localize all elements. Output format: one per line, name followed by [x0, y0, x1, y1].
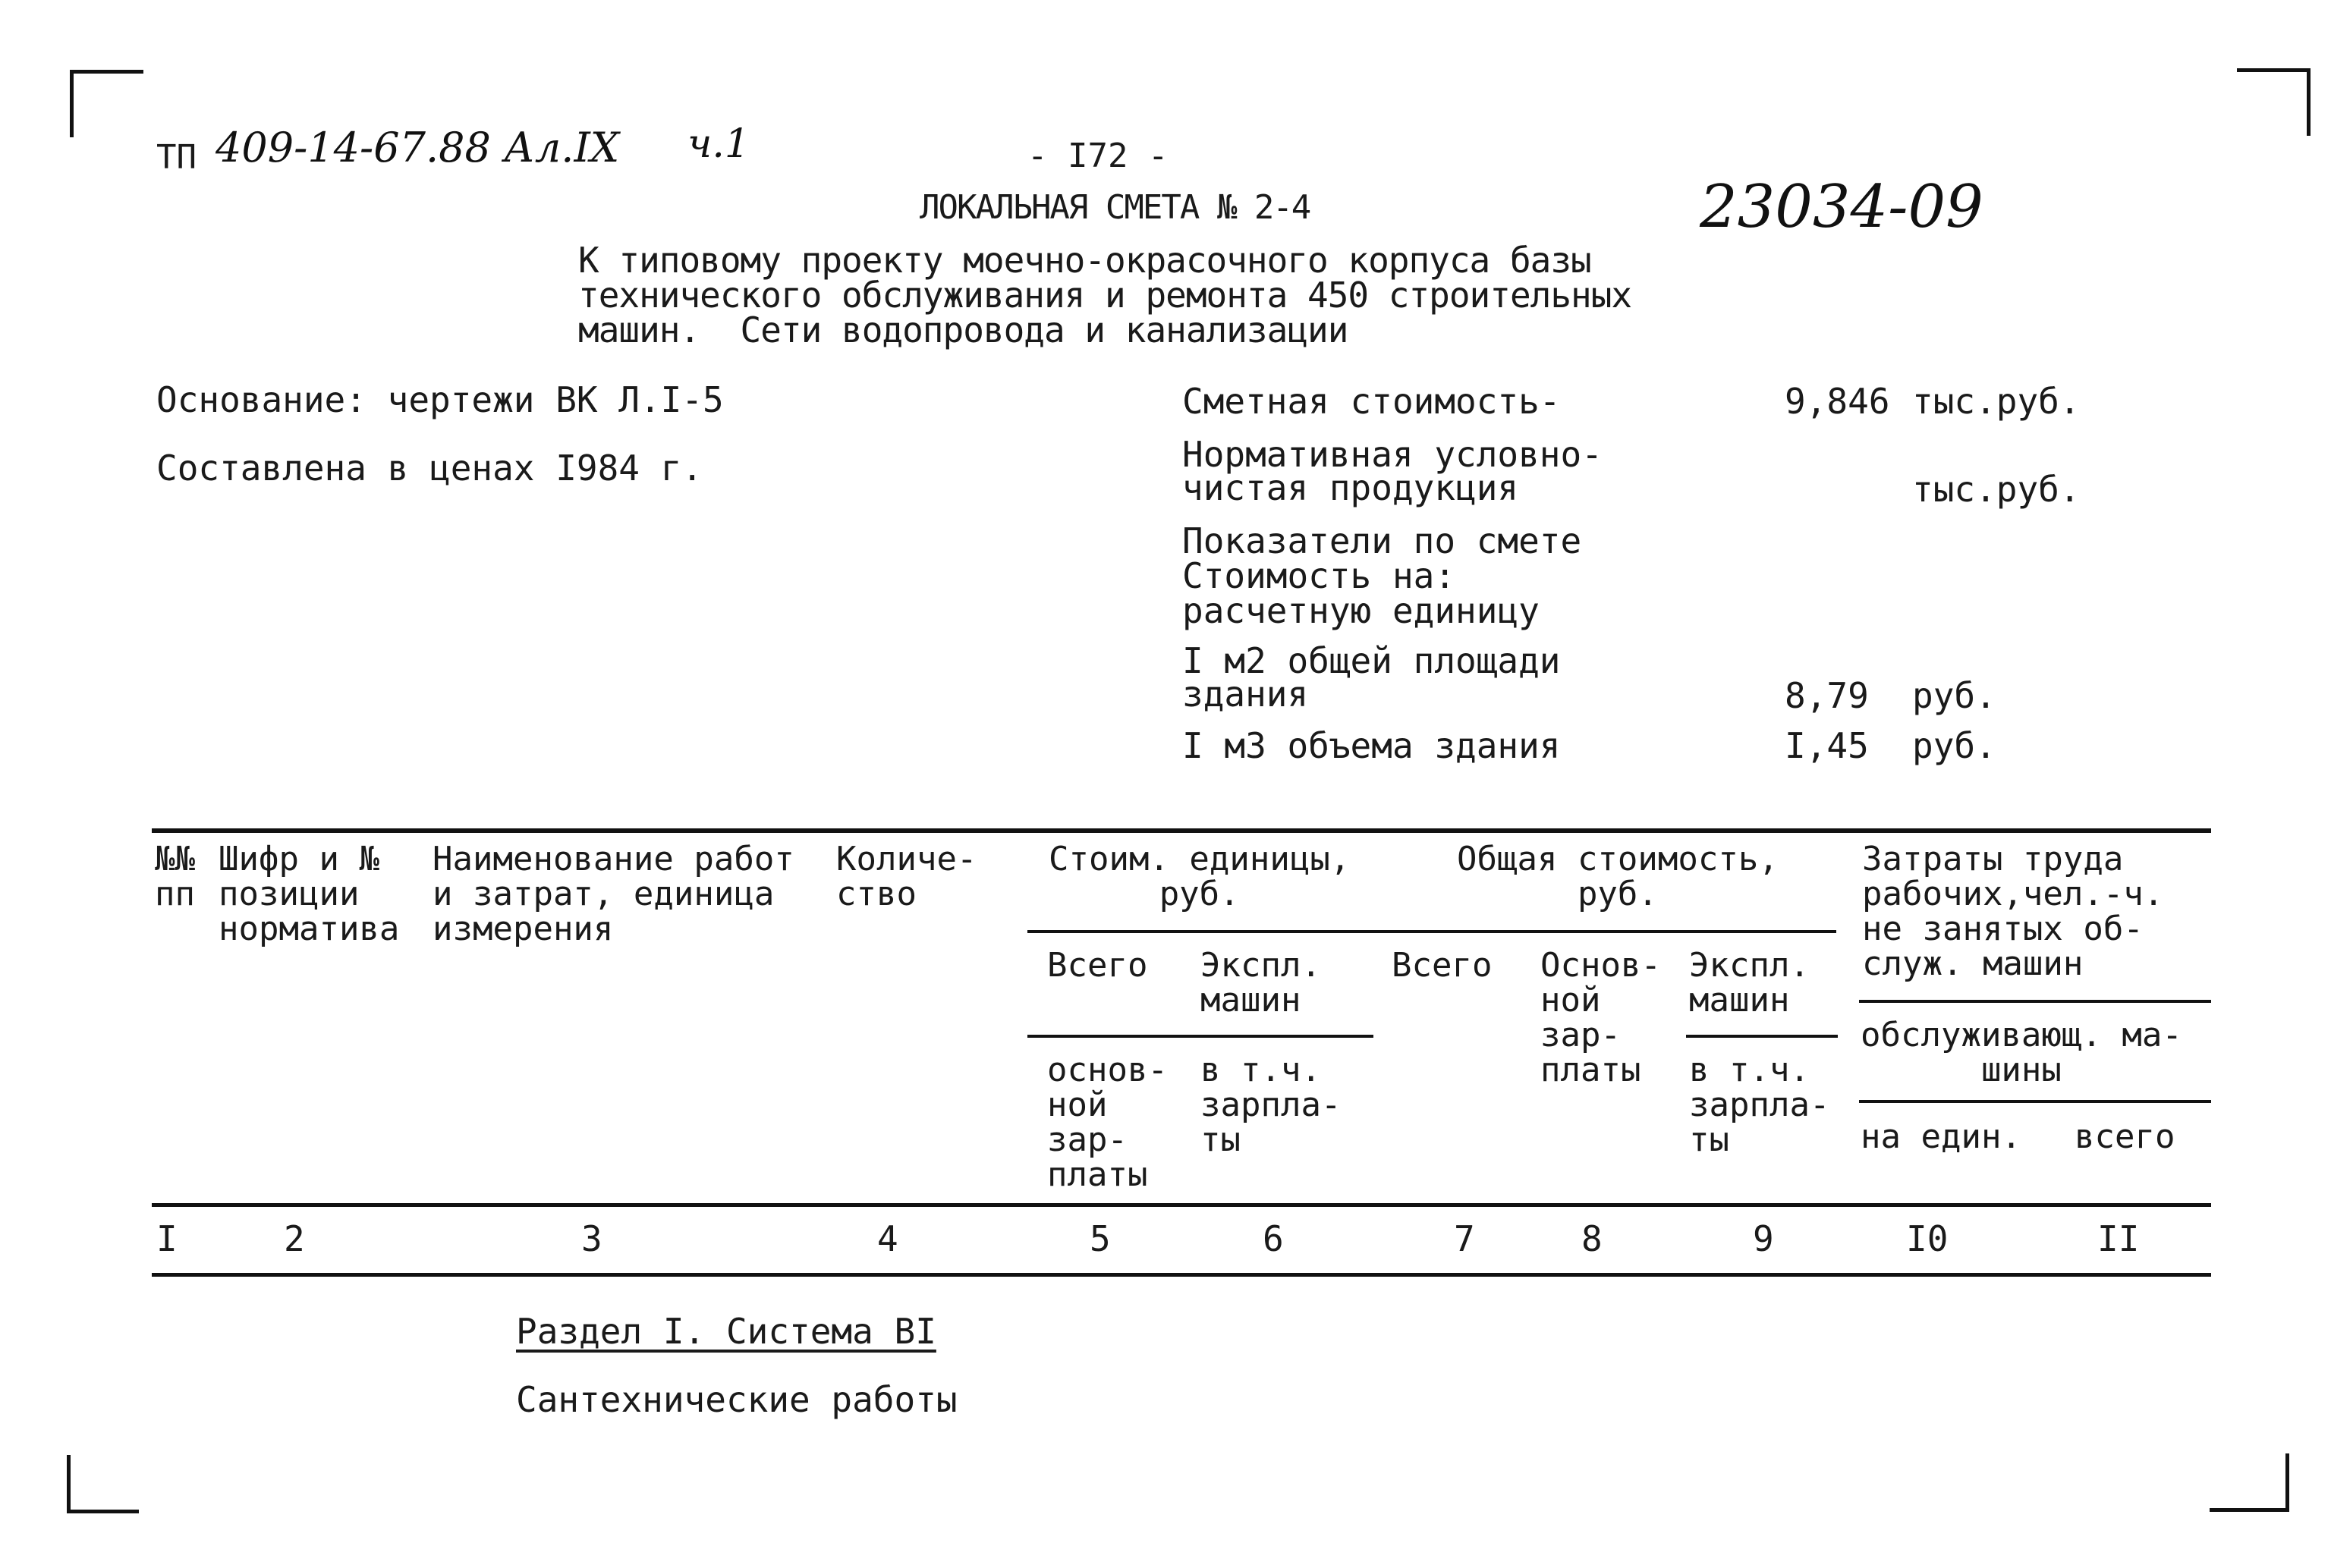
labor-total-header: всего: [2075, 1117, 2175, 1156]
labor-service-machines-header: обслуживающ. ма- шины: [1861, 1016, 2182, 1089]
prices-text: Составлена в ценах I984 г.: [156, 448, 703, 489]
corner-mark-bottom-left: [67, 1455, 139, 1513]
column-number-9: 9: [1753, 1218, 1774, 1259]
column-number-10: I0: [1906, 1218, 1949, 1259]
column-number-3: 3: [581, 1218, 602, 1259]
document-title: ЛОКАЛЬНАЯ СМЕТА № 2-4: [920, 188, 1310, 227]
unit-cost-machines-header: Экспл. машин: [1200, 946, 1321, 1020]
unit-cost-sub-rule: [1027, 1035, 1373, 1038]
column-number-1: I: [156, 1218, 178, 1259]
indicators-label-3: расчетную единицу: [1182, 590, 1540, 631]
unit-cost-header: Стоим. единицы, руб.: [1049, 840, 1351, 913]
area-indicator-unit: руб.: [1912, 675, 1996, 716]
inventory-stamp: 23034-09: [1700, 173, 1983, 241]
volume-indicator-label: I м3 объема здания: [1182, 725, 1561, 766]
indicators-label-2: Стоимость на:: [1182, 555, 1456, 596]
page-number: - I72 -: [1027, 137, 1169, 175]
col-number-header: №№ пп: [155, 840, 195, 913]
tp-part: ч.1: [687, 121, 750, 167]
unit-cost-rule: [1027, 930, 1376, 933]
unit-cost-base-wage-header: основ- ной зар- платы: [1047, 1051, 1168, 1194]
total-cost-incl-wage-header: в т.ч. зарпла- ты: [1689, 1051, 1830, 1159]
subsection-title: Сантехнические работы: [516, 1379, 958, 1420]
subtitle-line-1: К типовому проекту моечно-окрасочного корпуса базы: [578, 240, 1591, 281]
col-quantity-header: Количе- ство: [836, 840, 977, 913]
column-number-8: 8: [1581, 1218, 1603, 1259]
corner-mark-top-left: [70, 70, 143, 137]
section-title: Раздел I. Система ВI: [516, 1311, 936, 1352]
column-number-5: 5: [1090, 1218, 1111, 1259]
labor-rule-1: [1859, 1000, 2211, 1003]
indicators-label-1: Показатели по смете: [1182, 520, 1582, 561]
total-cost-sub-rule: [1686, 1035, 1838, 1038]
labor-per-unit-header: на един.: [1861, 1117, 2021, 1156]
total-cost-base-wage-header: Основ- ной зар- платы: [1540, 946, 1661, 1089]
corner-mark-bottom-right: [2210, 1453, 2289, 1512]
column-number-6: 6: [1263, 1218, 1284, 1259]
area-indicator-value: 8,79: [1785, 675, 1869, 716]
area-indicator-label-2: здания: [1182, 674, 1309, 715]
corner-mark-top-right: [2237, 68, 2311, 136]
labor-cost-header: Затраты труда рабочих,чел.-ч. не занятых об- служ. машин: [1862, 840, 2164, 983]
tp-prefix: ТП: [156, 138, 197, 177]
header-bottom-rule: [152, 1203, 2211, 1207]
col-code-header: Шифр и № позиции норматива: [219, 840, 400, 948]
volume-indicator-unit: руб.: [1912, 725, 1996, 766]
column-number-2: 2: [284, 1218, 305, 1259]
normative-product-label-1: Нормативная условно-: [1182, 434, 1603, 475]
column-number-4: 4: [877, 1218, 898, 1259]
subtitle-line-2: технического обслуживания и ремонта 450 строительных: [578, 275, 1632, 316]
unit-cost-incl-wage-header: в т.ч. зарпла- ты: [1200, 1051, 1342, 1159]
total-cost-machines-header: Экспл. машин: [1689, 946, 1810, 1020]
estimated-cost-label: Сметная стоимость-: [1182, 381, 1561, 422]
table-top-rule: [152, 828, 2211, 833]
column-number-7: 7: [1454, 1218, 1475, 1259]
normative-product-unit: тыс.руб.: [1912, 469, 2081, 510]
basis-text: Основание: чертежи ВК Л.I-5: [156, 379, 724, 420]
total-cost-header: Общая стоимость, руб.: [1457, 840, 1779, 913]
unit-cost-total-header: Всего: [1047, 946, 1148, 985]
estimated-cost-unit: тыс.руб.: [1912, 381, 2081, 422]
total-cost-total-header: Всего: [1392, 946, 1493, 985]
normative-product-label-2: чистая продукция: [1182, 467, 1519, 508]
subtitle-line-3: машин. Сети водопровода и канализации: [578, 310, 1348, 350]
total-cost-rule: [1376, 930, 1836, 933]
area-indicator-label-1: I м2 общей площади: [1182, 640, 1561, 681]
estimated-cost-value: 9,846: [1785, 381, 1890, 422]
col-name-header: Наименование работ и затрат, единица измерения: [433, 840, 794, 948]
number-row-rule: [152, 1273, 2211, 1277]
labor-rule-2: [1859, 1100, 2211, 1103]
volume-indicator-value: I,45: [1785, 725, 1869, 766]
column-number-11: II: [2097, 1218, 2140, 1259]
tp-number: 409-14-67.88 Ал.IX: [215, 124, 620, 171]
